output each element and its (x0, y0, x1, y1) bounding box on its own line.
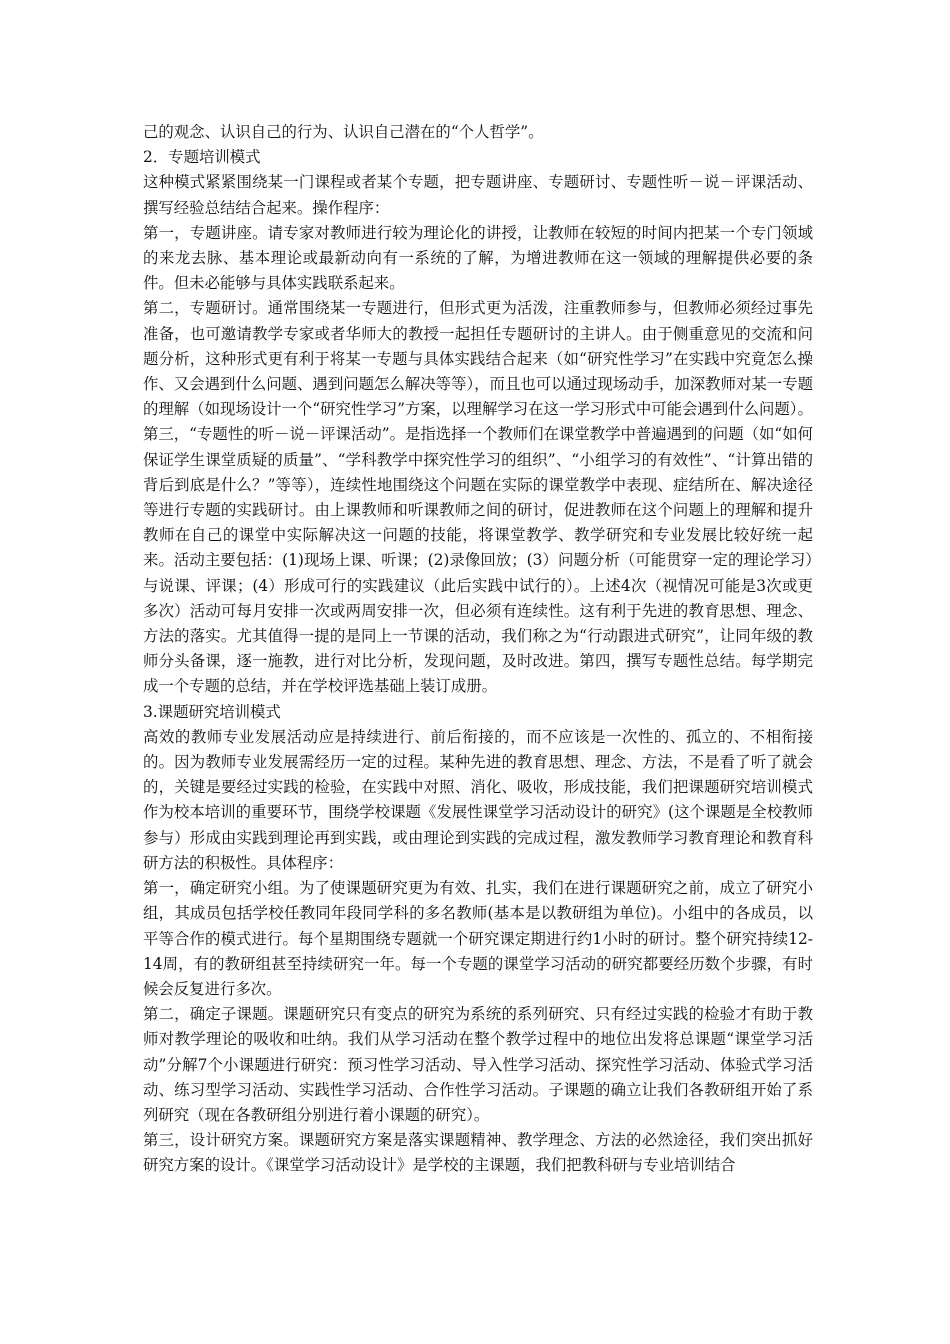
paragraph-seminar: 第二，专题研讨。通常围绕某一专题进行，但形式更为活泼，注重教师参与，但教师必须经过事先准备，也可邀请教学专家或者华师大的教授一起担任专题研讨的主讲人。由于侧重意见的交流和问题分析，这种形式更有利于将某一专题与具体实践结合起来（如“研究性学习”在实践中究竟怎么操作、又会遇到什么问题、遇到问题怎么解决等等），而且也可以通过现场动手，加深教师对某一专题的理解（如现场设计一个“研究性学习”方案，以理解学习在这一学习形式中可能会遇到什么问题）。 (143, 299, 813, 419)
heading-research-training: 3.课题研究培训模式 (143, 702, 281, 721)
paragraph-mode-description: 这种模式紧紧围绕某一门课程或者某个专题，把专题讲座、专题研讨、专题性听－说－评课活动、撰写经验总结结合起来。操作程序： (143, 173, 813, 217)
paragraph-lecture: 第一，专题讲座。请专家对教师进行较为理论化的讲授，让教师在较短的时间内把某一个专门领域的来龙去脉、基本理论或最新动向有一系统的了解，为增进教师在这一领域的理解提供必要的条件。但未必能够与具体实践联系起来。 (143, 223, 813, 293)
heading-special-topic-training: 2．专题培训模式 (143, 148, 261, 167)
paragraph-research-intro: 高效的教师专业发展活动应是持续进行、前后衔接的，而不应该是一次性的、孤立的、不相衔接的。因为教师专业发展需经历一定的过程。某种先进的教育思想、理念、方法，不是看了听了就会的，关键是要经过实践的检验，在实践中对照、消化、吸收，形成技能，我们把课题研究培训模式作为校本培训的重要环节，围绕学校课题《发展性课堂学习活动设计的研究》(这个课题是全校教师参与）形成由实践到理论再到实践，或由理论到实践的完成过程，激发教师学习教育理论和教育科研方法的积极性。具体程序： (143, 727, 813, 872)
paragraph-intro-tail: 己的观念、认识自己的行为、认识自己潜在的“个人哲学”。 (143, 123, 544, 141)
paragraph-research-group: 第一，确定研究小组。为了使课题研究更为有效、扎实，我们在进行课题研究之前，成立了研究小组，其成员包括学校任教同年段同学科的多名教师(基本是以教研组为单位)。小组中的各成员，以平等合作的模式进行。每个星期围绕专题就一个研究课定期进行约1小时的研讨。整个研究持续12-14周，有的教研组甚至持续研究一年。每一个专题的课堂学习活动的研究都要经历数个步骤，有时候会反复进行多次。 (143, 879, 813, 998)
document-body (143, 120, 813, 1179)
paragraph-sub-topics: 第二，确定子课题。课题研究只有变点的研究为系统的系列研究、只有经过实践的检验才有助于教师对教学理论的吸收和吐纳。我们从学习活动在整个教学过程中的地位出发将总课题“课堂学习活动”分解7个小课题进行研究：预习性学习活动、导入性学习活动、探究性学习活动、体验式学习活动、练习型学习活动、实践性学习活动、合作性学习活动。子课题的确立让我们各教研组开始了系列研究（现在各教研组分别进行着小课题的研究）。 (143, 1005, 813, 1124)
paragraph-lesson-activity: 第三，“专题性的听－说－评课活动”。是指选择一个教师们在课堂教学中普遍遇到的问题（如“如何保证学生课堂质疑的质量”、“学科教学中探究性学习的组织”、“小组学习的有效性”、“计算出错的背后到底是什么？”等等），连续性地围绕这个问题在实际的课堂教学中表现、症结所在、解决途径等进行专题的实践研讨。由上课教师和听课教师之间的研讨，促进教师在这个问题上的理解和提升教师在自己的课堂中实际解决这一问题的技能，将课堂教学、教学研究和专业发展比较好统一起来。活动主要包括：(1)现场上课、听课；(2)录像回放；(3）问题分析（可能贯穿一定的理论学习）与说课、评课；(4）形成可行的实践建议（此后实践中试行的）。上述4次（视情况可能是3次或更多次）活动可每月安排一次或两周安排一次，但必须有连续性。这有利于先进的教育思想、理念、方法的落实。尤其值得一提的是同上一节课的活动，我们称之为“行动跟进式研究”，让同年级的教师分头备课，逐一施教，进行对比分析，发现问题，及时改进。第四，撰写专题性总结。每学期完成一个专题的总结，并在学校评选基础上装订成册。 (143, 425, 814, 696)
paragraph-research-plan: 第三，设计研究方案。课题研究方案是落实课题精神、教学理念、方法的必然途径，我们突出抓好研究方案的设计。《课堂学习活动设计》是学校的主课题，我们把教科研与专业培训结合 (143, 1131, 813, 1175)
